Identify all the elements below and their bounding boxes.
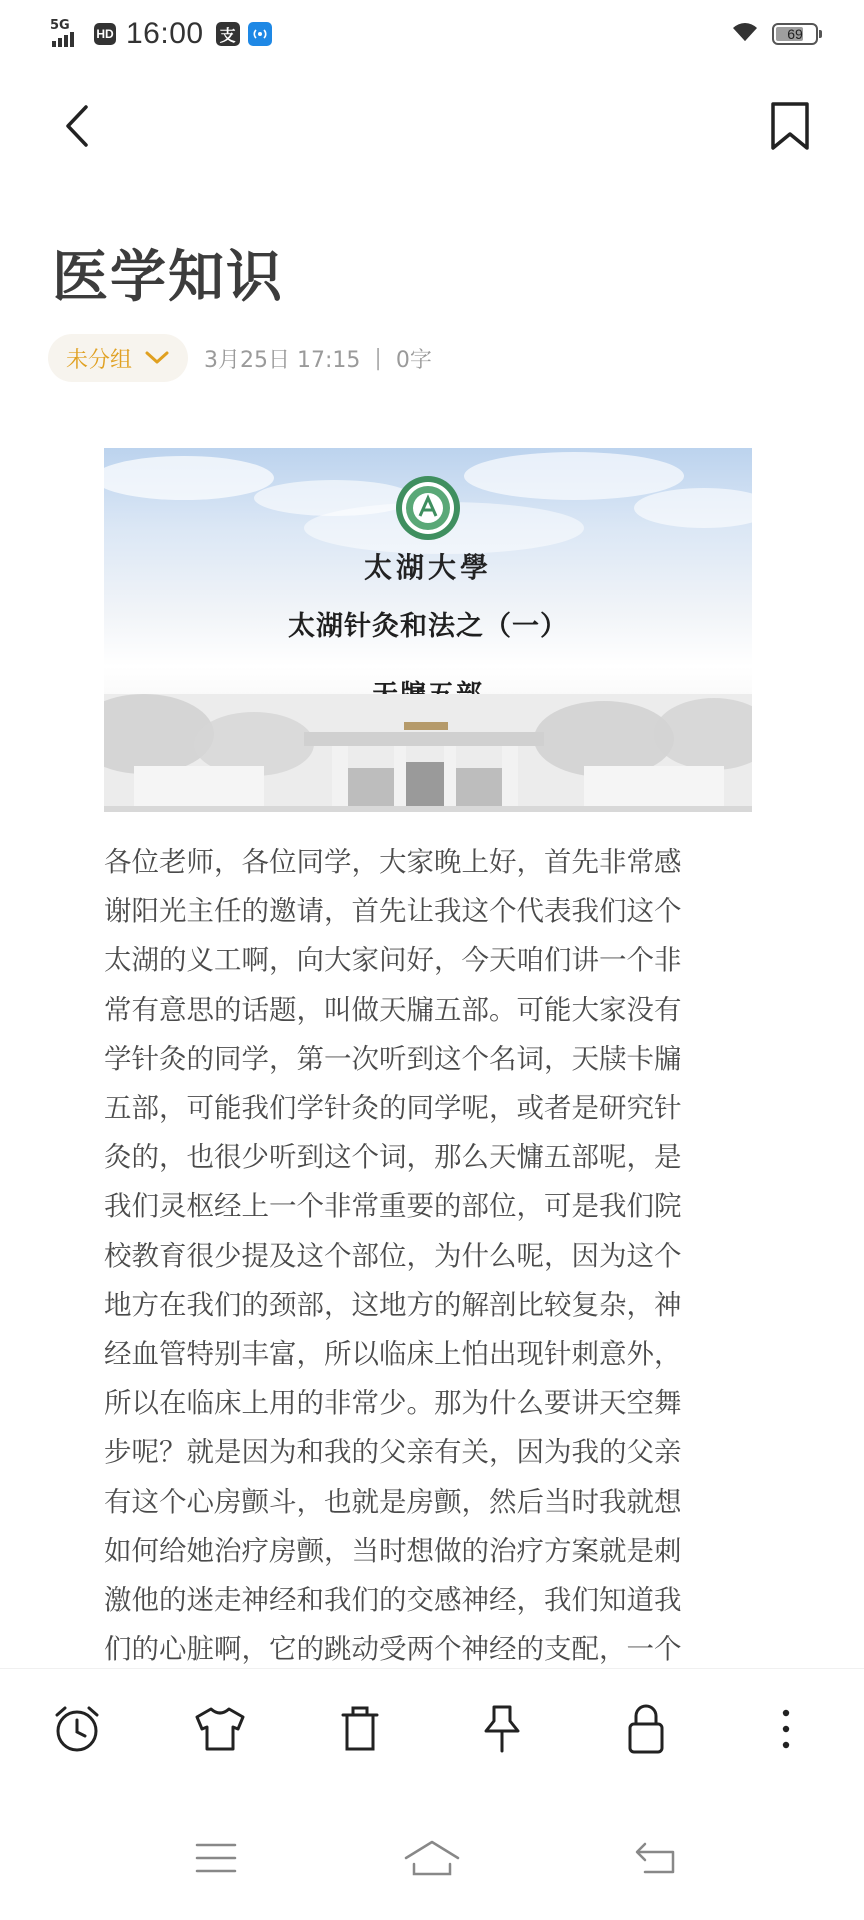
- body-line: 如何给她治疗房颤，当时想做的治疗方案就是刺: [104, 1534, 682, 1567]
- note-toolbar: [0, 1668, 864, 1789]
- battery-level: 69: [787, 26, 803, 42]
- note-date: 3月25日 17:15: [204, 347, 361, 373]
- delete-button[interactable]: [330, 1699, 390, 1759]
- body-line: 们的心脏啊，它的跳动受两个神经的支配，一个: [104, 1633, 682, 1666]
- body-line: 地方在我们的颈部，这地方的解剖比较复杂，神: [104, 1288, 682, 1321]
- t-shirt-icon: [193, 1705, 247, 1753]
- nfc-icon: [248, 22, 272, 46]
- meta-separator: |: [374, 345, 382, 371]
- reminder-button[interactable]: [47, 1699, 107, 1759]
- home-icon: [402, 1838, 462, 1878]
- pin-icon: [480, 1703, 524, 1755]
- lock-icon: [624, 1702, 668, 1756]
- more-button[interactable]: [756, 1699, 816, 1759]
- body-line: 灸的，也很少听到这个词，那么天慵五部呢，是: [104, 1141, 682, 1174]
- banner-heading: 太湖针灸和法之（一）: [288, 611, 568, 642]
- word-count: 0字: [395, 347, 432, 373]
- back-icon: [633, 1840, 679, 1876]
- body-line: 校教育很少提及这个部位，为什么呢，因为这个: [104, 1239, 682, 1272]
- alipay-icon: 支: [216, 22, 240, 46]
- status-bar: [0, 0, 864, 70]
- status-time: 16:00: [126, 17, 204, 50]
- university-emblem-icon: [394, 474, 462, 542]
- campus-gate-illustration: [104, 694, 752, 812]
- body-line: 谢阳光主任的邀请，首先让我这个代表我们这个: [104, 895, 682, 928]
- body-line: 太湖的义工啊，向大家问好，今天咱们讲一个非: [104, 944, 682, 977]
- banner-image[interactable]: [104, 448, 752, 812]
- meta-info: [204, 343, 432, 374]
- chevron-down-icon: [144, 350, 170, 366]
- alarm-clock-icon: [51, 1703, 103, 1755]
- body-line: 常有意思的话题，叫做天牖五部。可能大家没有: [104, 993, 682, 1026]
- body-line: 有这个心房颤斗，也就是房颤，然后当时我就想: [104, 1485, 682, 1518]
- nav-home-button[interactable]: [402, 1828, 462, 1888]
- trash-icon: [337, 1703, 383, 1755]
- note-title[interactable]: 医学知识: [52, 245, 284, 310]
- theme-button[interactable]: [190, 1699, 250, 1759]
- body-line: 步呢？就是因为和我的父亲有关，因为我的父亲: [104, 1436, 682, 1469]
- nav-menu-button[interactable]: [186, 1828, 246, 1888]
- body-line: 各位老师，各位同学，大家晚上好，首先非常感: [104, 846, 682, 878]
- back-button[interactable]: [52, 96, 102, 156]
- lock-button[interactable]: [616, 1699, 676, 1759]
- battery-icon: [772, 23, 818, 45]
- group-selector[interactable]: [48, 334, 188, 382]
- menu-icon: [194, 1841, 238, 1875]
- body-line: 五部，可能我们学针灸的同学呢，或者是研究针: [104, 1092, 682, 1125]
- status-right: [730, 18, 818, 50]
- pin-button[interactable]: [472, 1699, 532, 1759]
- bookmark-icon: [768, 100, 812, 152]
- signal-icon: [50, 19, 86, 49]
- more-vertical-icon: [776, 1707, 796, 1751]
- body-line: 所以在临床上用的非常少。那为什么要讲天空舞: [104, 1387, 682, 1420]
- wifi-icon: [730, 20, 760, 48]
- university-name: 太湖大學: [363, 551, 492, 584]
- body-line: 我们灵枢经上一个非常重要的部位，可是我们院: [104, 1190, 682, 1223]
- chevron-left-icon: [62, 103, 92, 149]
- system-nav-bar: [0, 1788, 864, 1920]
- group-label: 未分组: [66, 347, 133, 373]
- body-line: 学针灸的同学，第一次听到这个名词，天牍卡牖: [104, 1042, 682, 1075]
- hd-icon: HD: [94, 23, 116, 45]
- note-meta: [48, 334, 432, 382]
- bookmark-button[interactable]: [762, 94, 818, 158]
- status-left: [50, 14, 272, 54]
- nav-back-button[interactable]: [626, 1828, 686, 1888]
- network-type: 5G: [50, 18, 70, 33]
- note-body[interactable]: [104, 838, 740, 1674]
- body-line: 经血管特别丰富，所以临床上怕出现针刺意外，: [104, 1338, 682, 1371]
- body-line: 激他的迷走神经和我们的交感神经，我们知道我: [104, 1584, 682, 1617]
